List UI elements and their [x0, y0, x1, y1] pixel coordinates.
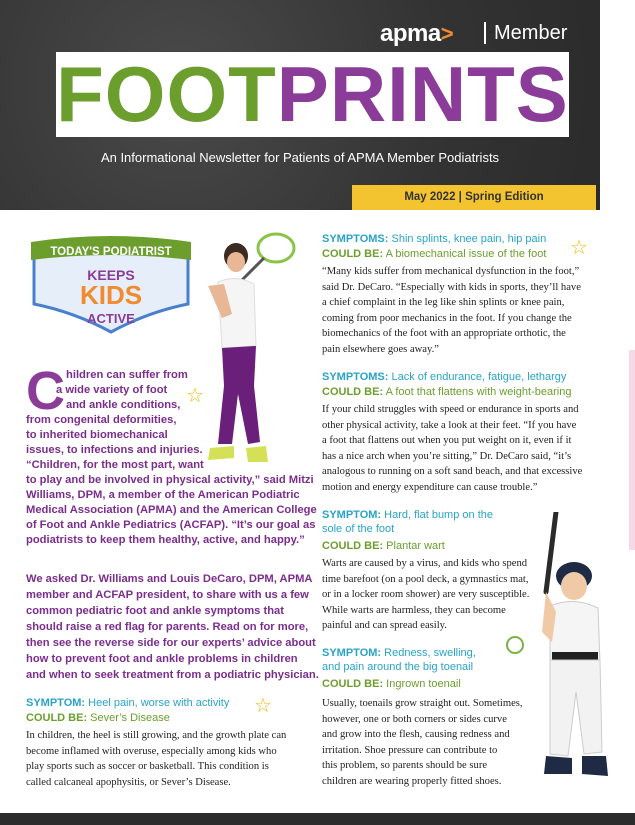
intro2-line: We asked Dr. Williams and Louis DeCaro, DPM, APMA — [26, 573, 313, 585]
star-icon: ☆ — [186, 385, 204, 407]
could-be-heading: COULD BE: Sever’s Disease — [26, 712, 170, 724]
symptom-heading: SYMPTOM: Heel pain, worse with activity — [26, 697, 230, 709]
apma-logo — [380, 20, 453, 48]
intro-line: “Children, for the most part, want — [26, 459, 204, 471]
apma-logo-arrow: > — [440, 21, 454, 46]
section-body: If your child struggles with speed or endurance in sports and other physical activity, take a look at their feet. “If you have a foot that flattens out when you put weight on it, even if it has a nice arch when you’re sitting,” Dr. DeCaro said, “it’s analogous to running on a soft sand beach, and that excessive motion and energy expenditure can cause trouble.” — [322, 404, 583, 493]
intro2-line: how to prevent foot and ankle problems in children — [26, 653, 298, 665]
section-body: In children, the heel is still growing, and the growth plate can become inflamed with overuse, especially among kids who play sports such as soccer or basketball. This condition is called calcaneal apophysitis, or Sever’s Disease. — [26, 730, 287, 788]
symptom-heading: SYMPTOM: Hard, flat bump on the — [322, 509, 493, 521]
section-body: “Many kids suffer from mechanical dysfunction in the foot,” said Dr. DeCaro. “Especially with kids in sports, they’ll have a chief complaint in the leg like shin splints or knee pain, coming from poor mechanics in the foot. If you change the biomechanics of the foot with an appropriate orthotic, the pain elsewhere goes away.” — [322, 266, 581, 355]
symptom-heading-cont: sole of the foot — [322, 523, 395, 535]
intro-line: hildren can suffer from — [66, 369, 188, 381]
intro2-line: should raise a red flag for parents. Read on for more, — [26, 621, 309, 633]
apma-logo-text: apma — [380, 20, 441, 47]
drop-cap: C — [26, 361, 65, 421]
intro-line: from congenital deformities, — [26, 414, 177, 426]
girl-tennis-illustration — [196, 226, 314, 472]
boy-baseball-illustration — [516, 512, 614, 802]
intro-line: to inherited biomechanical — [26, 429, 168, 441]
symptom-heading-cont: and pain around the big toenail — [322, 661, 474, 673]
badge-kids-text: KIDS — [79, 280, 143, 310]
intro-line: Williams, DPM, a member of the American Podiatric — [26, 489, 300, 501]
symptom-heading: SYMPTOMS: Lack of endurance, fatigue, lethargy — [322, 371, 567, 383]
newsletter-subtitle: An Informational Newsletter for Patients of APMA Member Podiatrists — [100, 150, 500, 165]
could-be-heading: COULD BE: Plantar wart — [322, 540, 445, 552]
could-be-heading: COULD BE: A biomechanical issue of the foot — [322, 248, 547, 260]
tennis-ball-icon — [506, 636, 524, 654]
newsletter-title — [56, 50, 569, 138]
intro2-line: and when to seek treatment from a podiatric physician. — [26, 669, 319, 681]
star-icon: ☆ — [570, 237, 588, 259]
badge-active-text: ACTIVE — [87, 311, 135, 326]
intro-line: issues, to infections and injuries. — [26, 444, 203, 456]
could-be-heading: COULD BE: A foot that flattens with weight-bearing — [322, 386, 572, 398]
logo-divider — [484, 22, 486, 44]
footer-bar — [0, 813, 635, 825]
intro-line: Medical Association (APMA) and the American College — [26, 504, 317, 516]
star-icon: ☆ — [254, 695, 272, 717]
intro2-line: then see the reverse side for our experts’ advice about — [26, 637, 316, 649]
could-be-heading: COULD BE: Ingrown toenail — [322, 678, 461, 690]
masthead — [0, 0, 600, 210]
intro2-line: common pediatric foot and ankle symptoms that — [26, 605, 284, 617]
intro-line: of Foot and Ankle Pediatrics (ACFAP). “It’s our goal as — [26, 519, 316, 531]
intro2-line: member and ACFAP president, to share with us a few — [26, 589, 309, 601]
section-body: Usually, toenails grow straight out. Sometimes, however, one or both corners or sides curve and grow into the flesh, causing redness and irritation. Shoe pressure can contribute to this problem, so parents should be sure children are wearing properly fitted shoes. — [322, 698, 523, 787]
symptom-heading: SYMPTOMS: Shin splints, knee pain, hip pain — [322, 233, 547, 245]
title-foot: FOOT — [56, 50, 277, 138]
badge-keeps-text: KEEPS — [87, 267, 135, 283]
member-label: Member — [494, 22, 568, 44]
intro-line: and ankle conditions, — [66, 399, 181, 411]
section-body: Warts are caused by a virus, and kids who spend time barefoot (on a pool deck, a gymnastics mat, or in a locker room shower) are very susceptible. While warts are harmless, they can become painful and can spread easily. — [322, 558, 530, 632]
intro-line: podiatrists to keep them healthy, active, and happy.” — [26, 534, 305, 546]
badge-top-text: TODAY'S PODIATRIST — [50, 246, 172, 258]
symptom-heading: SYMPTOM: Redness, swelling, — [322, 647, 476, 659]
title-prints: PRINTS — [276, 50, 569, 138]
intro-line: a wide variety of foot — [56, 384, 168, 396]
todays-podiatrist-badge — [28, 234, 194, 334]
intro-line: to play and be involved in physical activity,” said Mitzi — [26, 474, 314, 486]
title-box — [56, 52, 569, 137]
page-edge-decoration — [629, 350, 635, 550]
edition-banner: May 2022 | Spring Edition — [352, 185, 596, 210]
